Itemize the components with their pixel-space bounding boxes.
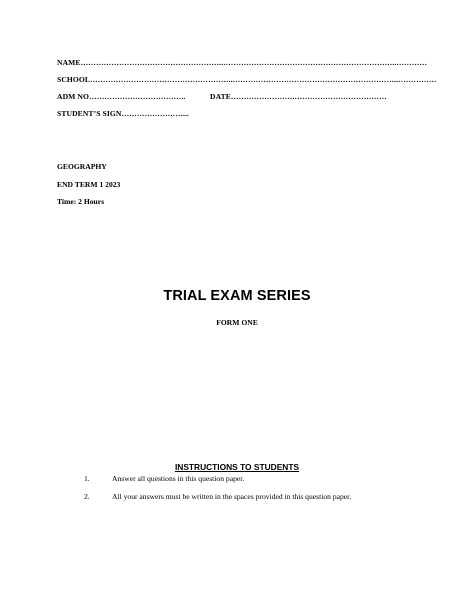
instruction-item — [84, 492, 351, 501]
term-label: END TERM 1 2023 — [57, 180, 121, 189]
instruction-item — [84, 474, 244, 483]
form-label: FORM ONE — [216, 318, 258, 327]
adm-number-field: ADM NO……………………………….. — [57, 92, 186, 101]
instruction-text: Answer all questions in this question paper. — [112, 474, 245, 483]
subject-label: GEOGRAPHY — [57, 162, 107, 171]
exam-title: TRIAL EXAM SERIES — [163, 288, 311, 304]
date-field: DATE…………………….……………………………… — [210, 92, 387, 101]
student-sign-field: STUDENT’S SIGN……………………... — [57, 109, 190, 118]
time-label: Time: 2 Hours — [57, 197, 105, 206]
instruction-number: 1. — [84, 474, 90, 483]
adm-date-row — [57, 92, 387, 101]
instructions-heading: INSTRUCTIONS TO STUDENTS — [174, 462, 300, 472]
name-field: NAME………………………………………………..…………………………………………………………..………… — [57, 58, 428, 67]
instruction-text: All your answers must be written in the spaces provided in this question paper. — [112, 492, 352, 501]
school-field: SCHOOL………………………………………………..………………………………………………………..…………… — [57, 75, 437, 84]
instruction-number: 2. — [84, 492, 90, 501]
